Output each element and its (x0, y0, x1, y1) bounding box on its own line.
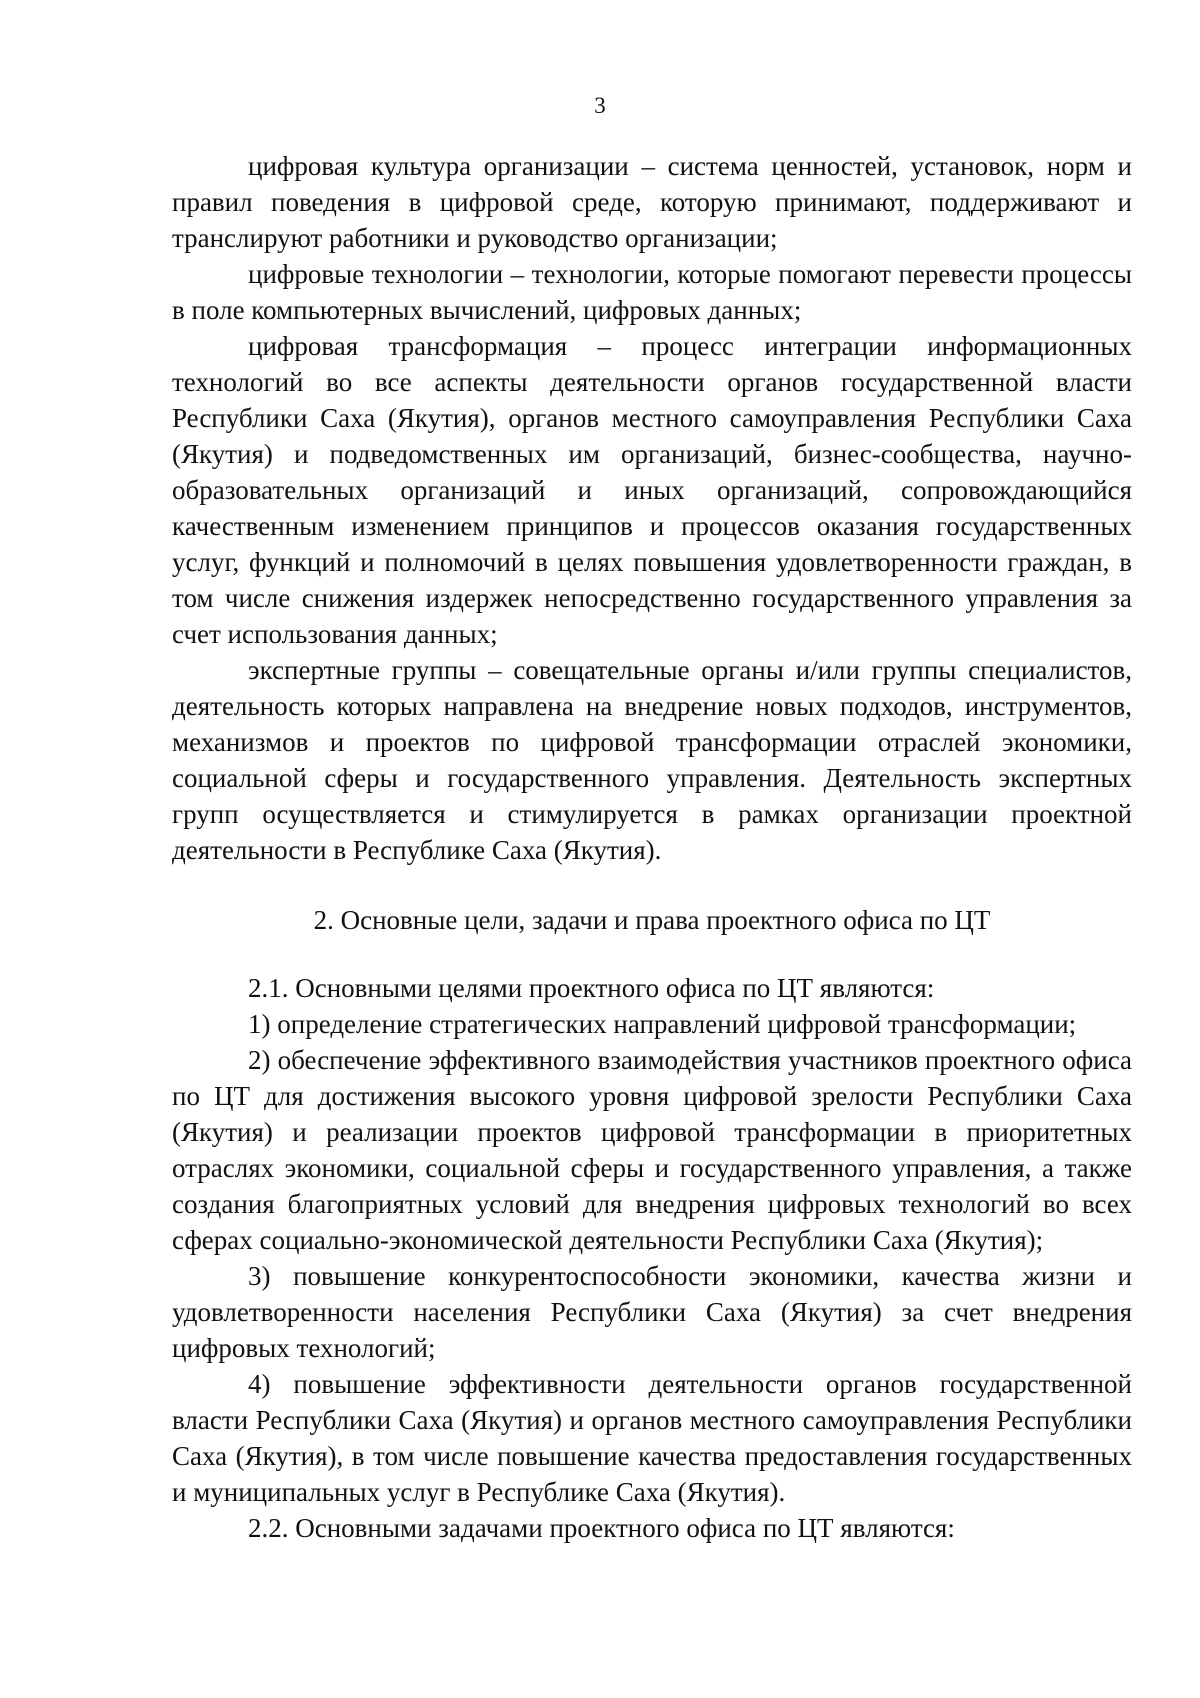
page-number: 3 (594, 93, 606, 118)
document-body (172, 148, 1132, 1546)
section-heading: 2. Основные цели, задачи и права проектного офиса по ЦТ (313, 905, 991, 935)
goal-item-1: 1) определение стратегических направлений цифровой трансформации; (248, 1009, 1077, 1039)
goal-item-3: 3) повышение конкурентоспособности экономики, качества жизни и удовлетворенности населения Республики Саха (Якутия) за счет внедрения цифровых технологий; (172, 1261, 1132, 1363)
goal-item-4: 4) повышение эффективности деятельности органов государственной власти Республики Саха (Якутия) и органов местного самоуправления Республики Саха (Якутия), в том числе повышение качества предоставления государственных и муниципальных услуг в Республике Саха (Якутия). (172, 1369, 1132, 1507)
definition-digital-technologies: цифровые технологии – технологии, которые помогают перевести процессы в поле компьютерных вычислений, цифровых данных; (172, 259, 1132, 325)
definition-digital-transformation: цифровая трансформация – процесс интеграции информационных технологий во все аспекты деятельности органов государственной власти Республики Саха (Якутия), органов местного самоуправления Республики Саха (Якутия) и подведомственных им организаций, бизнес-сообщества, научно-образовательных организаций и иных организаций, сопровождающийся качественным изменением принципов и процессов оказания государственных услуг, функций и полномочий в целях повышения удовлетворенности граждан, в том числе снижения издержек непосредственно государственного управления за счет использования данных; (172, 331, 1132, 649)
clause-2-1: 2.1. Основными целями проектного офиса по ЦТ являются: (248, 973, 935, 1003)
goal-item-2: 2) обеспечение эффективного взаимодействия участников проектного офиса по ЦТ для достижения высокого уровня цифровой зрелости Республики Саха (Якутия) и реализации проектов цифровой трансформации в приоритетных отраслях экономики, социальной сферы и государственного управления, а также создания благоприятных условий для внедрения цифровых технологий во всех сферах социально-экономической деятельности Республики Саха (Якутия); (172, 1045, 1132, 1255)
definition-digital-culture: цифровая культура организации – система ценностей, установок, норм и правил поведения в цифровой среде, которую принимают, поддерживают и транслируют работники и руководство организации; (172, 151, 1132, 253)
definition-expert-groups: экспертные группы – совещательные органы и/или группы специалистов, деятельность которых направлена на внедрение новых подходов, инструментов, механизмов и проектов по цифровой трансформации отраслей экономики, социальной сферы и государственного управления. Деятельность экспертных групп осуществляется и стимулируется в рамках организации проектной деятельности в Республике Саха (Якутия). (172, 655, 1132, 865)
clause-2-2: 2.2. Основными задачами проектного офиса по ЦТ являются: (248, 1513, 955, 1543)
